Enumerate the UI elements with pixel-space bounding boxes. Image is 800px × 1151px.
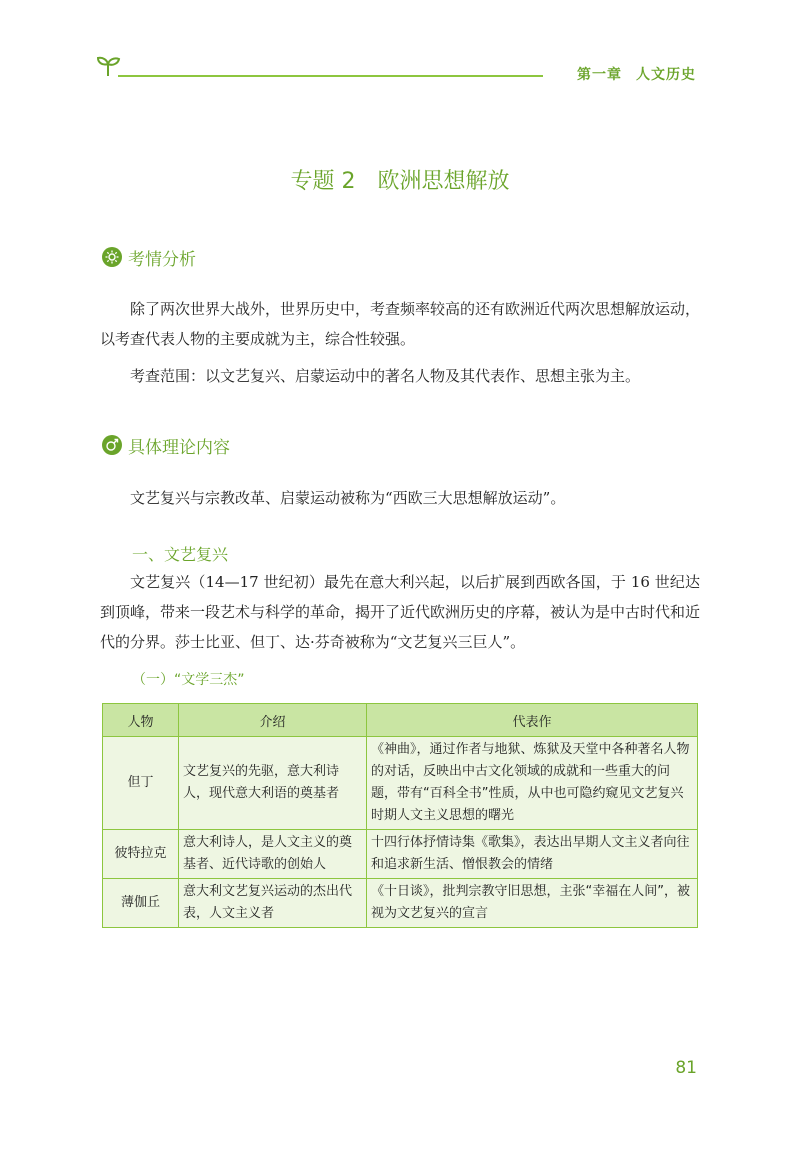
chapter-title: 人文历史	[636, 67, 696, 83]
literature-masters-table	[102, 703, 698, 928]
sun-icon	[102, 247, 122, 267]
compass-icon	[102, 435, 122, 455]
section-heading-content	[102, 432, 230, 458]
person-name: 薄伽丘	[103, 879, 179, 928]
table-row	[103, 879, 698, 928]
person-name: 但丁	[103, 737, 179, 830]
person-work: 十四行体抒情诗集《歌集》，表达出早期人文主义者向往和追求新生活、憎恨教会的情绪	[367, 830, 698, 879]
table-row	[103, 737, 698, 830]
analysis-paragraph: 除了两次世界大战外，世界历史中，考查频率较高的还有欧洲近代两次思想解放运动，以考查代表人物的主要成就为主，综合性较强。	[100, 300, 701, 348]
subheading-renaissance: 一、文艺复兴	[132, 545, 229, 564]
page-number: 81	[675, 1058, 697, 1078]
person-intro: 意大利诗人，是人文主义的奠基者、近代诗歌的创始人	[179, 830, 367, 879]
scope-paragraph: 考查范围：以文艺复兴、启蒙运动中的著名人物及其代表作、思想主张为主。	[130, 367, 641, 385]
chapter-number: 第一章	[577, 67, 622, 83]
header-works: 代表作	[367, 704, 698, 737]
topic-number: 专题 2	[290, 169, 356, 194]
intro-paragraph: 文艺复兴与宗教改革、启蒙运动被称为“西欧三大思想解放运动”。	[130, 489, 566, 507]
section-heading-text: 具体理论内容	[128, 437, 230, 458]
section-heading-text: 考情分析	[128, 249, 196, 270]
subheading-three-masters: （一）“文学三杰”	[132, 672, 245, 688]
renaissance-paragraph: 文艺复兴（14—17 世纪初）最先在意大利兴起，以后扩展到西欧各国，于 16 世纪达到顶峰，带来一段艺术与科学的革命，揭开了近代欧洲历史的序幕，被认为是中古时代和近代的分界。莎士比亚、但丁、达·芬奇被称为“文艺复兴三巨人”。	[100, 573, 701, 651]
section-heading-analysis	[102, 244, 196, 270]
page-title	[0, 164, 800, 195]
topic-name: 欧洲思想解放	[377, 169, 510, 194]
person-name: 彼特拉克	[103, 830, 179, 879]
person-intro: 意大利文艺复兴运动的杰出代表，人文主义者	[179, 879, 367, 928]
header-person: 人物	[103, 704, 179, 737]
person-work: 《神曲》，通过作者与地狱、炼狱及天堂中各种著名人物的对话，反映出中古文化领域的成就和一些重大的问题，带有“百科全书”性质，从中也可隐约窥见文艺复兴时期人文主义思想的曙光	[367, 737, 698, 830]
person-intro: 文艺复兴的先驱，意大利诗人，现代意大利语的奠基者	[179, 737, 367, 830]
table-header-row	[103, 704, 698, 737]
header-intro: 介绍	[179, 704, 367, 737]
header-divider	[118, 75, 543, 77]
table-row	[103, 830, 698, 879]
person-work: 《十日谈》，批判宗教守旧思想，主张“幸福在人间”，被视为文艺复兴的宣言	[367, 879, 698, 928]
chapter-label	[577, 64, 696, 84]
